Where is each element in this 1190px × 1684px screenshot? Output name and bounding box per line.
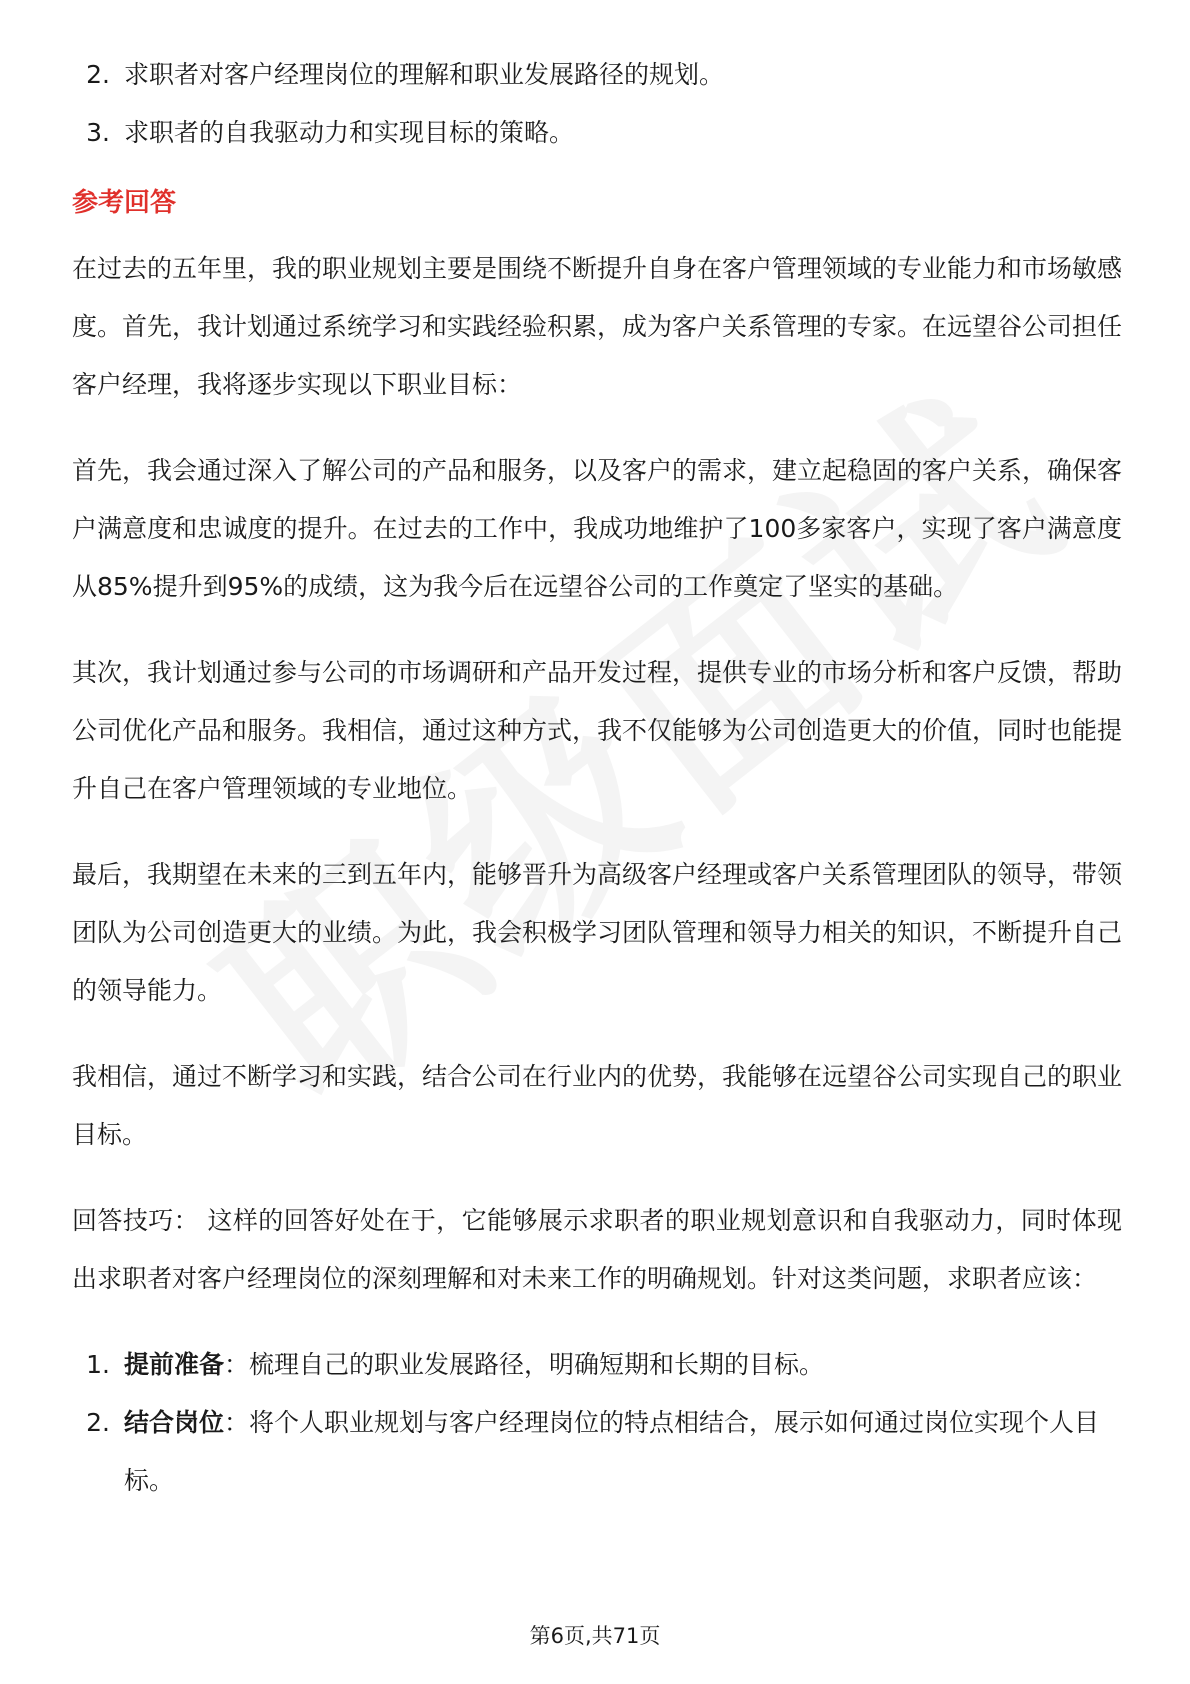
list-number: 2. <box>86 60 110 89</box>
list-text <box>124 1394 1122 1510</box>
list-item <box>72 104 1122 162</box>
page-content <box>72 46 1122 1510</box>
question-list <box>72 46 1122 162</box>
list-number: 3. <box>86 118 110 147</box>
answer-paragraph: 首先，我会通过深入了解公司的产品和服务，以及客户的需求，建立起稳固的客户关系，确保客户满意度和忠诚度的提升。在过去的工作中，我成功地维护了100多家客户，实现了客户满意度从85%提升到95%的成绩，这为我今后在远望谷公司的工作奠定了坚实的基础。 <box>72 456 1123 601</box>
list-text: 求职者的自我驱动力和实现目标的策略。 <box>124 118 575 147</box>
list-item <box>72 1394 1122 1510</box>
answer-paragraph: 其次，我计划通过参与公司的市场调研和产品开发过程，提供专业的市场分析和客户反馈，帮助公司优化产品和服务。我相信，通过这种方式，我不仅能够为公司创造更大的价值，同时也能提升自己在客户管理领域的专业地位。 <box>72 658 1123 803</box>
answer-paragraph: 最后，我期望在未来的三到五年内，能够晋升为高级客户经理或客户关系管理团队的领导，带领团队为公司创造更大的业绩。为此，我会积极学习团队管理和领导力相关的知识，不断提升自己的领导能力。 <box>72 860 1123 1005</box>
list-text: 求职者对客户经理岗位的理解和职业发展路径的规划。 <box>124 60 725 89</box>
reference-answer-heading: 参考回答 <box>72 188 177 218</box>
list-item <box>72 46 1122 104</box>
page-footer: 第6页,共71页 <box>529 1624 661 1648</box>
list-number: 1. <box>86 1350 110 1379</box>
list-item <box>72 1336 1122 1394</box>
tip-label: 结合岗位 <box>124 1408 225 1437</box>
tip-text: ：梳理自己的职业发展路径，明确短期和长期的目标。 <box>224 1350 825 1379</box>
answer-paragraph: 在过去的五年里，我的职业规划主要是围绕不断提升自身在客户管理领域的专业能力和市场敏感度。首先，我计划通过系统学习和实践经验积累，成为客户关系管理的专家。在远望谷公司担任客户经理，我将逐步实现以下职业目标： <box>72 254 1123 399</box>
tips-list <box>72 1336 1122 1510</box>
list-number: 2. <box>86 1408 110 1437</box>
answer-tips-paragraph: 回答技巧： 这样的回答好处在于，它能够展示求职者的职业规划意识和自我驱动力，同时体现出求职者对客户经理岗位的深刻理解和对未来工作的明确规划。针对这类问题，求职者应该： <box>72 1206 1122 1293</box>
list-text <box>124 1336 1122 1394</box>
tip-text: ：将个人职业规划与客户经理岗位的特点相结合，展示如何通过岗位实现个人目标。 <box>124 1408 1100 1495</box>
answer-paragraph: 我相信，通过不断学习和实践，结合公司在行业内的优势，我能够在远望谷公司实现自己的职业目标。 <box>72 1062 1123 1149</box>
tip-label: 提前准备 <box>124 1350 225 1379</box>
